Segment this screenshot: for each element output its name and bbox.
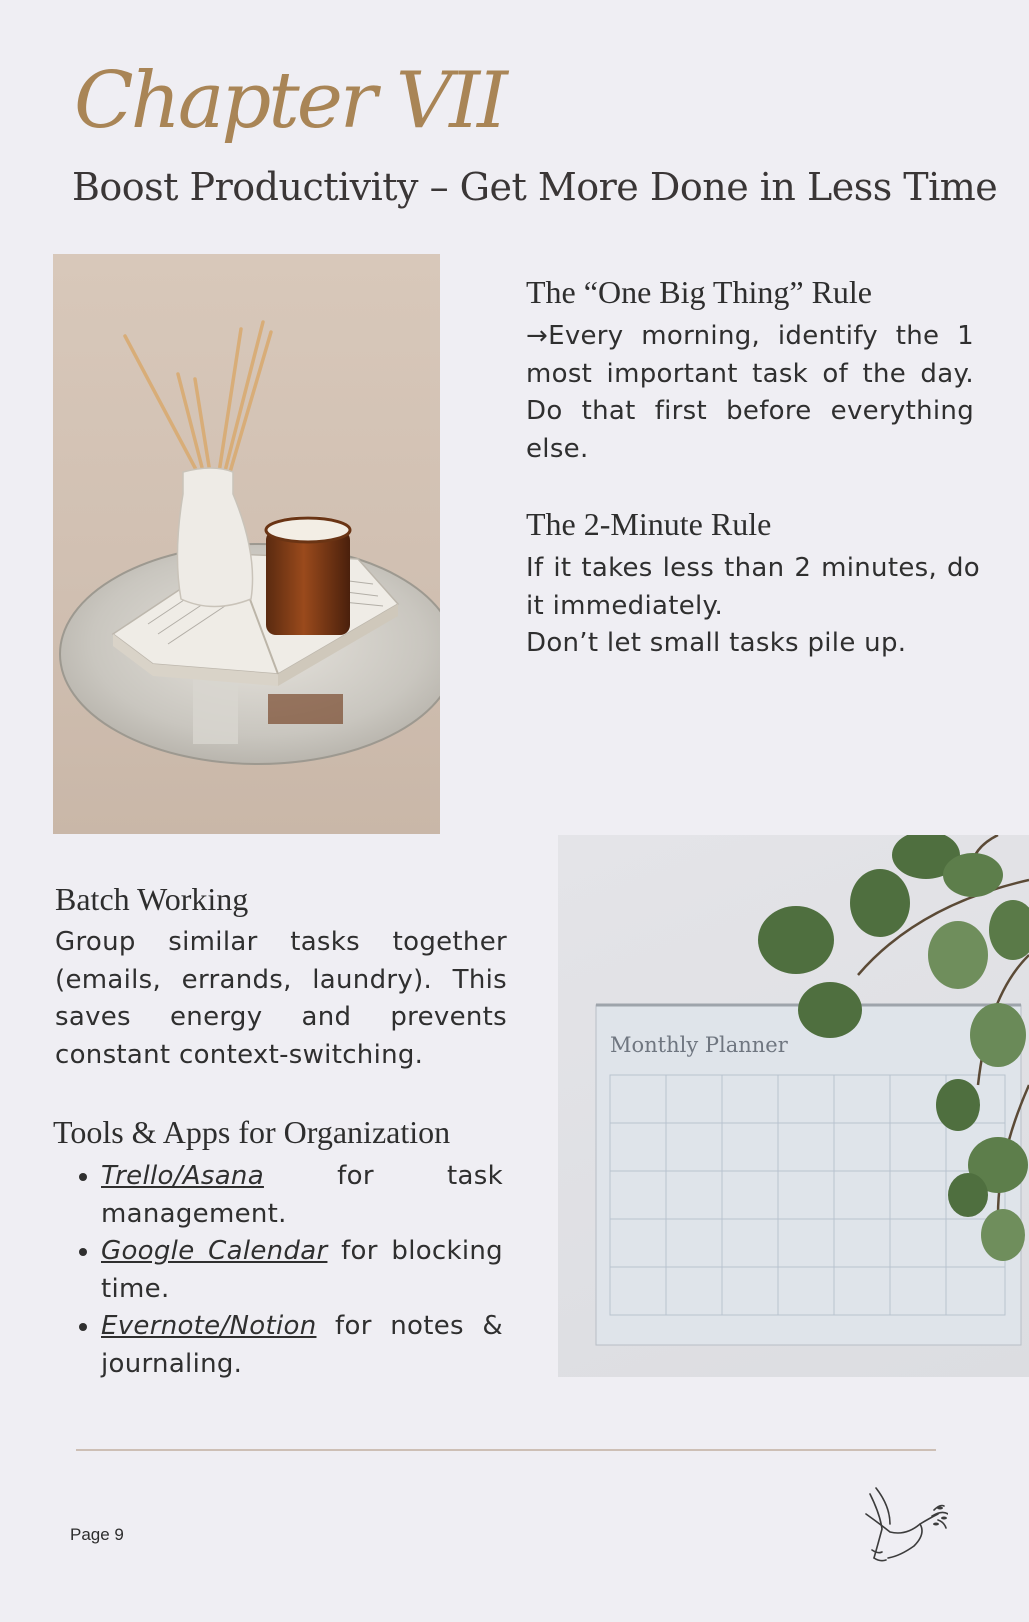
trello-asana-link[interactable]: Trello/Asana [101,1161,264,1191]
tools-list [55,1158,503,1383]
two-minute-heading: The 2-Minute Rule [526,506,772,542]
two-minute-body [526,550,980,663]
two-minute-line-2: Don’t let small tasks pile up. [526,628,907,658]
tool-item-text: for notes & journaling. [101,1311,503,1379]
one-big-thing-heading: The “One Big Thing” Rule [526,274,872,310]
tools-heading: Tools & Apps for Organization [53,1114,451,1150]
one-big-thing-body: →Every morning, identify the 1 most important task of the day. Do that first before everything else. [526,321,974,464]
page-subtitle: Boost Productivity – Get More Done in Less Time [72,165,998,209]
page-number: Page 9 [70,1525,124,1544]
monthly-planner-photo [558,835,1029,1377]
tool-item-text: for task management. [101,1161,503,1229]
google-calendar-link[interactable]: Google Calendar [101,1236,328,1266]
tool-item-trello [101,1158,503,1233]
dove-logo-svg [860,1484,948,1564]
tool-item-evernote [101,1308,503,1383]
planner-label: Monthly Planner [610,1033,788,1057]
footer-divider [76,1449,936,1451]
two-minute-line-1: If it takes less than 2 minutes, do it immediately. [526,553,980,621]
batch-working-heading: Batch Working [55,881,249,917]
diffuser-candle-photo [53,254,440,834]
diffuser-candle-illustration [53,254,440,834]
tool-item-google [101,1233,503,1308]
monthly-planner-illustration [558,835,1029,1377]
chapter-title: Chapter VII [74,56,505,146]
evernote-notion-link[interactable]: Evernote/Notion [101,1311,317,1341]
tools-list-container [55,1158,503,1383]
tool-item-text: for blocking time. [101,1236,503,1304]
batch-working-body: Group similar tasks together (emails, errands, laundry). This saves energy and prevents constant context-switching. [55,927,507,1070]
dove-icon [860,1484,948,1564]
